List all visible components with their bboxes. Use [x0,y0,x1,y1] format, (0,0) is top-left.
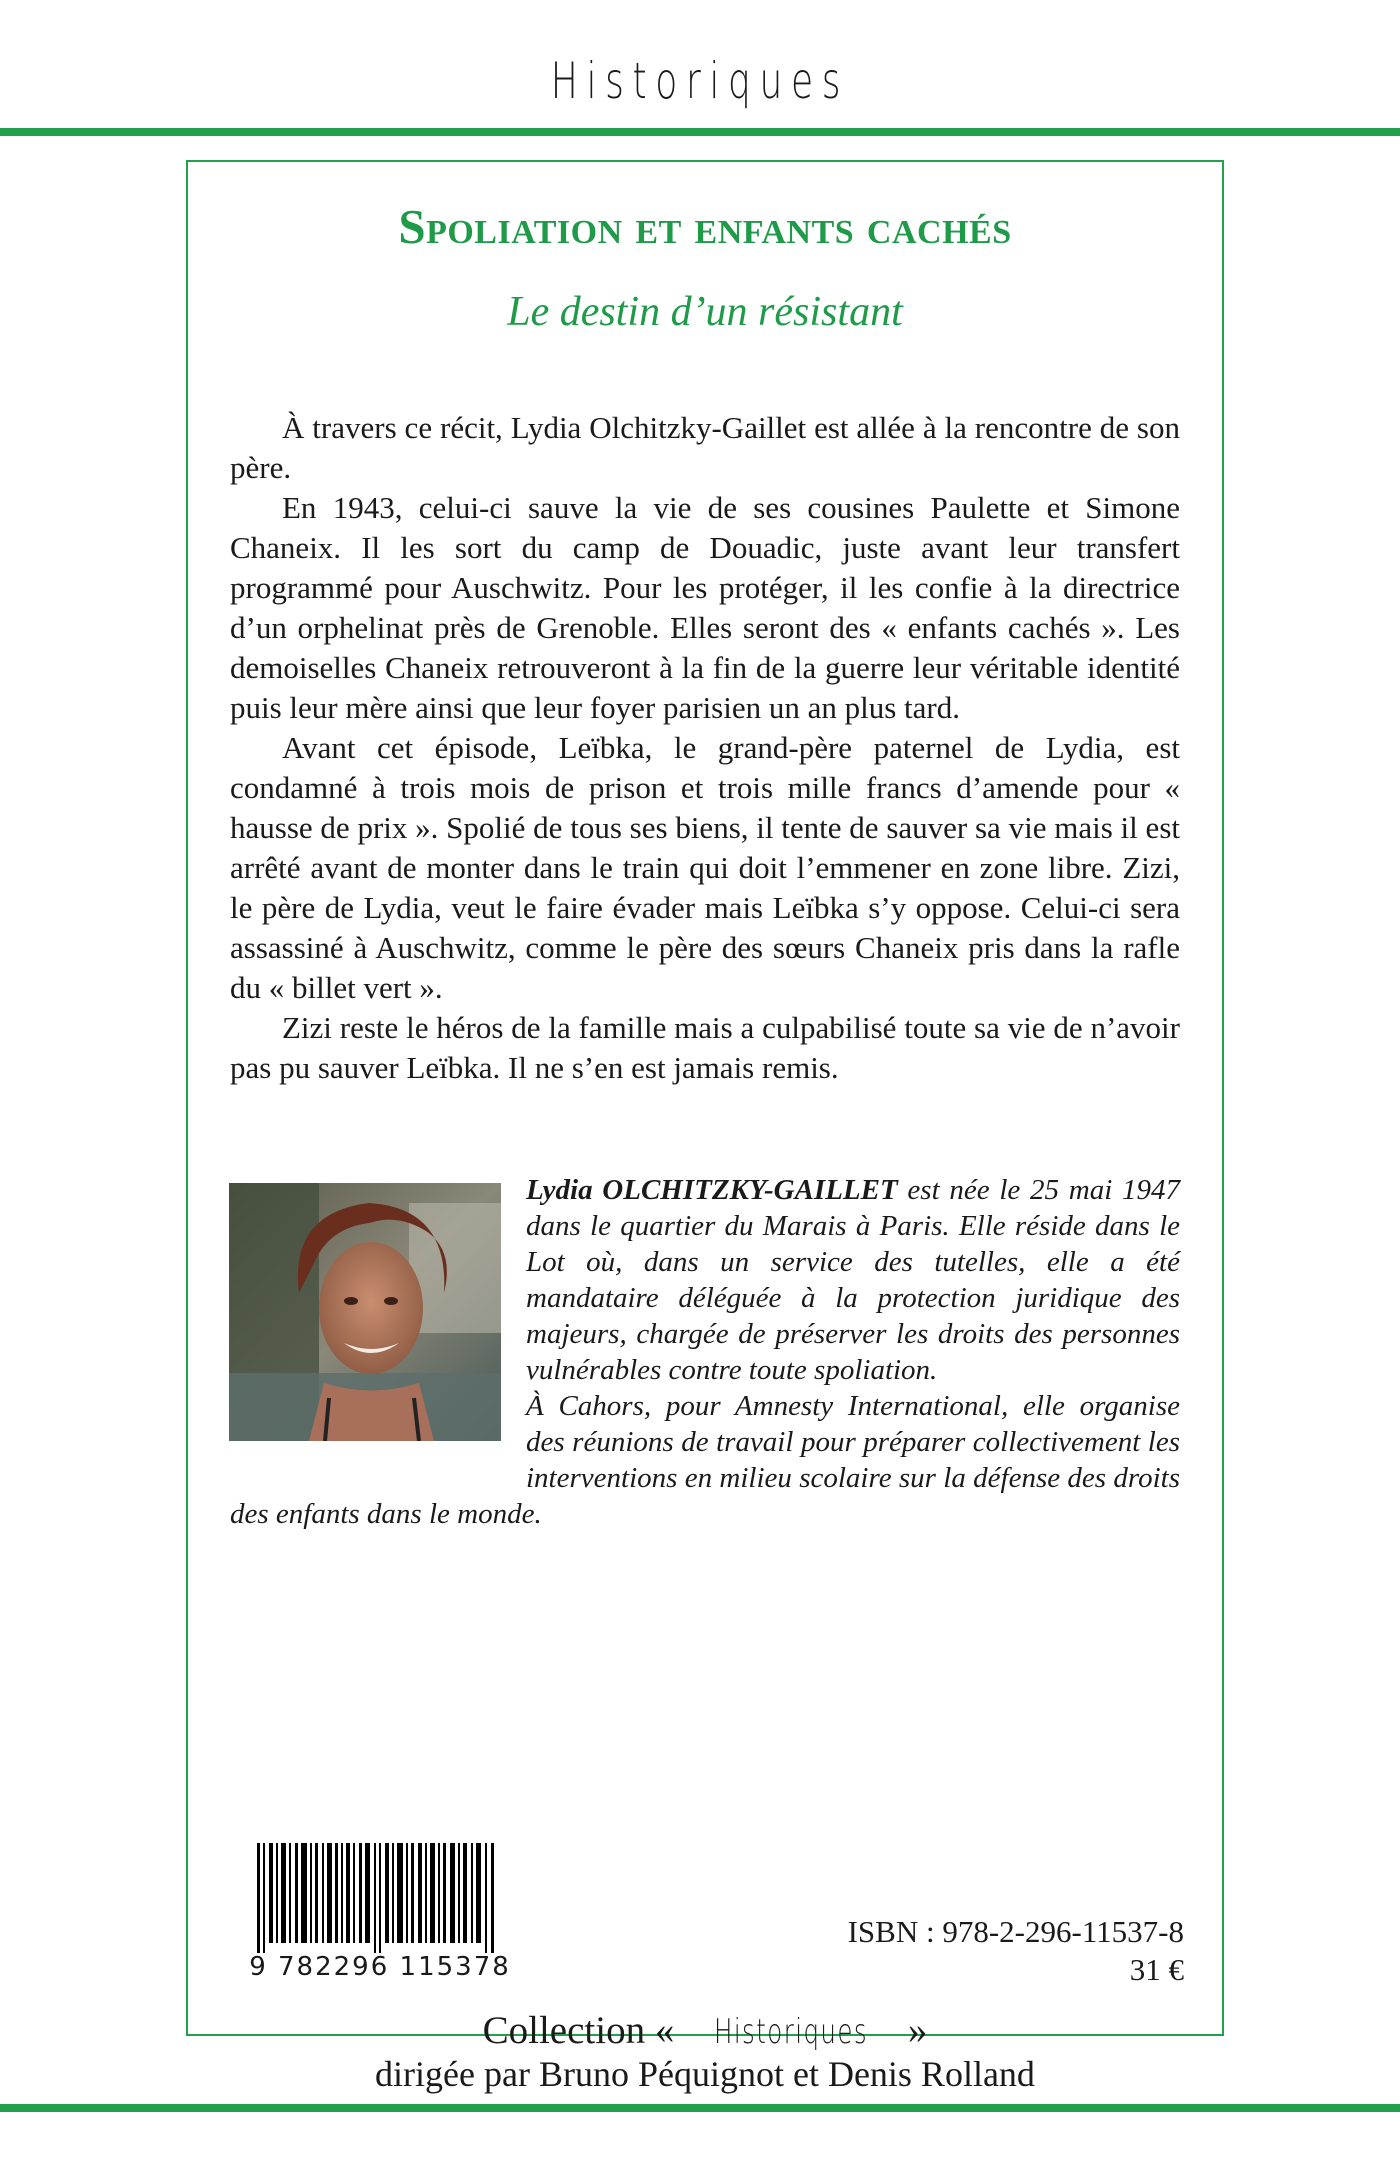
top-green-rule [0,128,1400,136]
collection-director-text: dirigée par Bruno Péquignot et Denis Rolland [361,2054,1049,2094]
collection-series-name: Historiques [714,2012,869,2052]
barcode [253,1843,503,1963]
barcode-number: 9 782296 115378 [249,1952,511,1982]
collection-director [186,2053,1224,2095]
summary-paragraph: Zizi reste le héros de la famille mais a culpabilisé toute sa vie de n’avoir pas pu sauver Leïbka. Il ne s’en est jamais remis. [230,1010,1180,1085]
summary-paragraph: À travers ce récit, Lydia Olchitzky-Gaillet est allée à la rencontre de son père. [230,410,1180,485]
summary [230,408,1180,1088]
author-bio-text: est née le 25 mai 1947 dans le quartier du Marais à Paris. Elle réside dans le Lot où, dans un service des tutelles, elle a été mandataire déléguée à la protection juridique des majeurs, chargée de préserver les droits des personnes vulnérables contre toute spoliation. [526,1174,1180,1386]
collection-line [186,2008,1224,2053]
collection-prefix: Collection « [482,2009,685,2052]
author-bio-paragraph: À Cahors, pour Amnesty International, elle organise des réunions de travail pour préparer collectivement les interventions en milieu scolaire sur la défense des droits des enfants dans le monde. [230,1390,1180,1530]
author-photo [229,1183,501,1441]
barcode-icon [253,1843,503,1953]
collection-suffix: » [898,2009,928,2052]
series-header: Historiques [550,52,850,110]
bottom-green-rule [0,2104,1400,2112]
isbn: ISBN : 978-2-296-11537-8 [847,1914,1184,1949]
summary-paragraph: Avant cet épisode, Leïbka, le grand-père paternel de Lydia, est condamné à trois mois de prison et trois mille francs d’amende pour « hausse de prix ». Spolié de tous ses biens, il tente de sauver sa vie mais il est arrêté avant de monter dans le train qui doit l’emmener en zone libre. Zizi, le père de Lydia, veut le faire évader mais Leïbka s’y oppose. Celui-ci sera assassiné à Auschwitz, comme le père des sœurs Chaneix pris dans la rafle du « billet vert ». [230,730,1180,1005]
author-name: Lydia OLCHITZKY-GAILLET [526,1174,898,1206]
summary-paragraph: En 1943, celui-ci sauve la vie de ses cousines Paulette et Simone Chaneix. Il les sort du camp de Douadic, juste avant leur transfert programmé pour Auschwitz. Pour les protéger, il les confie à la directrice d’un orphelinat près de Grenoble. Elles seront des « enfants cachés ». Les demoiselles Chaneix retrouveront à la fin de la guerre leur véritable identité puis leur mère ainsi que leur foyer parisien un an plus tard. [230,490,1180,725]
price: 31 € [1129,1952,1184,1987]
book-subtitle: Le destin d’un résistant [507,289,903,335]
author-portrait-image [229,1183,501,1441]
book-title: Spoliation et enfants cachés [398,199,1012,254]
